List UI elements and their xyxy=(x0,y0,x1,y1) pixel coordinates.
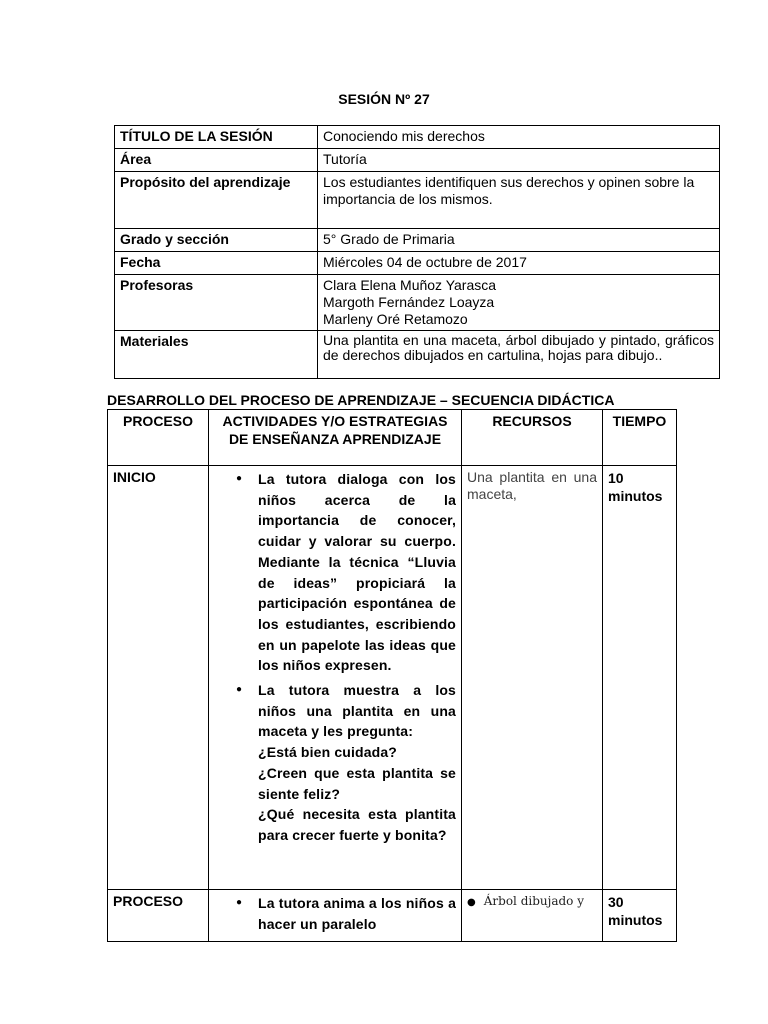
question-text: ¿Qué necesita esta plantita para crecer fuerte y bonita? xyxy=(258,806,456,843)
bullet-icon: ● xyxy=(236,684,243,696)
purpose-value: Los estudiantes identifiquen sus derechos y opinen sobre la importancia de los mismos. xyxy=(318,172,720,229)
proceso-process: PROCESO xyxy=(108,890,209,942)
inicio-process: INICIO xyxy=(108,466,209,890)
header-process: PROCESO xyxy=(108,410,209,466)
info-row-area xyxy=(115,149,720,172)
question-text: ¿Está bien cuidada? xyxy=(258,744,397,761)
bullet-icon: ● xyxy=(236,473,243,484)
teacher-name: Clara Elena Muñoz Yarasca xyxy=(323,277,497,293)
activity-text: La tutora muestra a los niños una plantita en una maceta y les pregunta: xyxy=(258,682,456,740)
date-value: Miércoles 04 de octubre de 2017 xyxy=(318,252,720,275)
title-label: TÍTULO DE LA SESIÓN xyxy=(115,126,318,149)
question-text: ¿Creen que esta plantita se siente feliz? xyxy=(258,764,456,802)
info-row-materials xyxy=(115,331,720,379)
header-activities: ACTIVIDADES Y/O ESTRATEGIAS DE ENSEÑANZA APRENDIZAJE xyxy=(209,410,462,466)
inicio-activities xyxy=(209,466,462,890)
area-value: Tutoría xyxy=(318,149,720,172)
info-row-purpose xyxy=(115,172,720,229)
bullet-icon: ● xyxy=(467,897,476,908)
teachers-label: Profesoras xyxy=(115,275,318,331)
header-resources: RECURSOS xyxy=(462,410,603,466)
info-row-title xyxy=(115,126,720,149)
activity-item xyxy=(236,469,456,676)
title-value: Conociendo mis derechos xyxy=(318,126,720,149)
teacher-name: Marleny Oré Retamozo xyxy=(323,311,468,327)
activity-text: La tutora dialoga con los niños acerca de la importancia de conocer, cuidar y valorar su cuerpo. Mediante la técnica “Lluvia de ideas” propiciará la participación espontánea de los estudiantes, escribiendo en un papelote las ideas que los niños expresen. xyxy=(258,471,456,674)
date-label: Fecha xyxy=(115,252,318,275)
activity-item xyxy=(236,680,456,846)
info-row-grade xyxy=(115,229,720,252)
page-title: SESIÓN Nº 27 xyxy=(338,91,430,107)
sequence-row-proceso xyxy=(108,890,677,942)
didactic-sequence-table xyxy=(107,409,677,942)
info-row-date xyxy=(115,252,720,275)
bullet-icon: ● xyxy=(236,897,243,908)
teachers-value xyxy=(318,275,720,331)
section-heading: DESARROLLO DEL PROCESO DE APRENDIZAJE – SECUENCIA DIDÁCTICA xyxy=(107,392,615,408)
purpose-label: Propósito del aprendizaje xyxy=(115,172,318,229)
proceso-resources xyxy=(462,890,603,942)
session-info-table xyxy=(114,125,720,379)
materials-value: Una plantita en una maceta, árbol dibujado y pintado, gráficos de derechos dibujados en cartulina, hojas para dibujo.. xyxy=(318,331,720,379)
activity-item xyxy=(236,893,456,934)
inicio-time: 10 minutos xyxy=(603,466,677,890)
teacher-name: Margoth Fernández Loayza xyxy=(323,294,495,310)
grade-label: Grado y sección xyxy=(115,229,318,252)
header-time: TIEMPO xyxy=(603,410,677,466)
info-row-teachers xyxy=(115,275,720,331)
materials-label: Materiales xyxy=(115,331,318,379)
sequence-row-inicio xyxy=(108,466,677,890)
area-label: Área xyxy=(115,149,318,172)
grade-value: 5° Grado de Primaria xyxy=(318,229,720,252)
activity-text: La tutora anima a los niños a hacer un paralelo xyxy=(258,895,456,932)
inicio-resources: Una plantita en una maceta, xyxy=(462,466,603,890)
sequence-header-row xyxy=(108,410,677,466)
proceso-time: 30 minutos xyxy=(603,890,677,942)
resource-text: Árbol dibujado y xyxy=(483,894,584,908)
proceso-activities xyxy=(209,890,462,942)
